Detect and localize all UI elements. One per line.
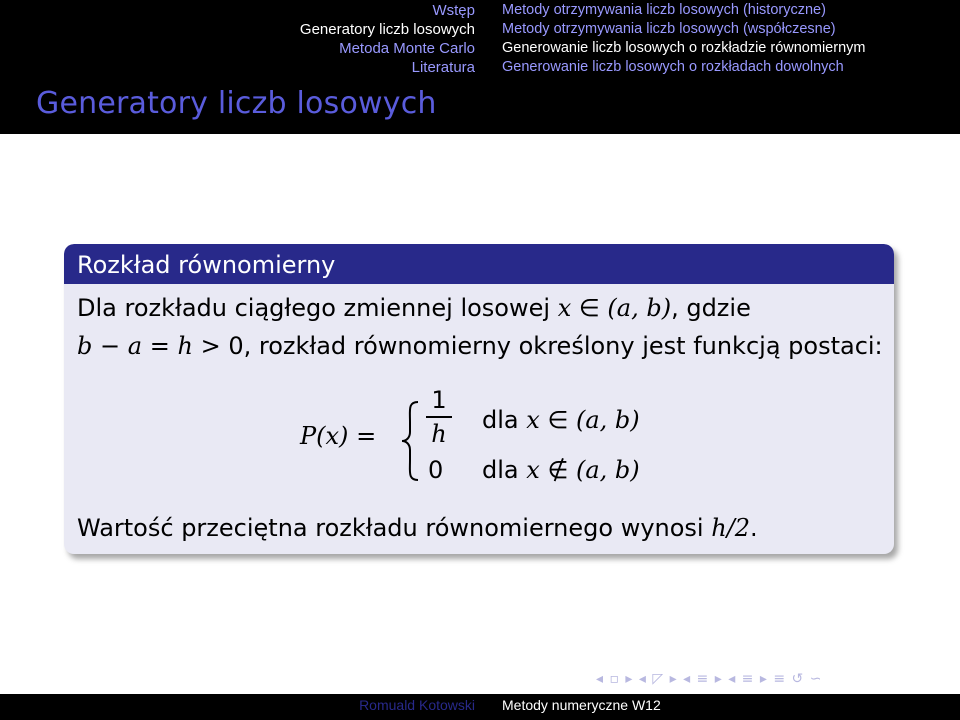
mean-end: . (750, 514, 758, 542)
mean-math: h/2 (711, 514, 751, 542)
line1-var: x (557, 294, 572, 322)
fraction-numerator: 1 (431, 386, 447, 414)
case1-rel: ∈ (547, 406, 569, 434)
piecewise-formula (298, 386, 718, 486)
fraction-denominator: h (431, 420, 447, 448)
line2-eq: = (149, 332, 170, 360)
line1-text: Dla rozkładu ciągłego zmiennej losowej (77, 294, 551, 322)
line1-in: ∈ (578, 294, 600, 322)
case-2-condition (482, 456, 640, 484)
nav-section-monte-carlo[interactable]: Metoda Monte Carlo (339, 40, 475, 57)
nav-section-generatory[interactable]: Generatory liczb losowych (299, 21, 475, 38)
case1-x: x (526, 406, 540, 434)
nav-subsection-rownomierny[interactable]: Generowanie liczb losowych o rozkładzie równomiernym (502, 40, 866, 56)
nav-subsection-dowolne[interactable]: Generowanie liczb losowych o rozkładach dowolnych (502, 59, 844, 75)
case1-dla: dla (482, 406, 519, 434)
formula-lhs (300, 422, 376, 450)
line2-b: b (77, 332, 93, 360)
left-brace-icon (400, 400, 422, 482)
nav-subsection-historyczne[interactable]: Metody otrzymywania liczb losowych (historyczne) (502, 2, 826, 18)
footer-title: Metody numeryczne W12 (502, 697, 661, 713)
footer-author: Romuald Kotowski (359, 697, 475, 713)
case2-rel: ∉ (547, 456, 569, 484)
subsection-navigation (502, 0, 960, 80)
line2-h: h (177, 332, 193, 360)
nav-subsection-wspolczesne[interactable]: Metody otrzymywania liczb losowych (współczesne) (502, 21, 836, 37)
formula-x: (x) (316, 422, 349, 450)
frame-title: Generatory liczb losowych (36, 86, 437, 121)
section-navigation (0, 0, 475, 80)
line2-minus: − (100, 332, 121, 360)
block-title: Rozkład równomierny (77, 251, 336, 279)
block-text-mean (77, 514, 758, 542)
case1-int: (a, b) (575, 406, 640, 434)
fraction-bar (426, 416, 452, 418)
nav-section-literatura[interactable]: Literatura (411, 59, 475, 76)
line1-end: , gdzie (671, 294, 751, 322)
formula-eq: = (356, 422, 377, 450)
fraction-one-over-h (426, 386, 452, 448)
block-text-line-2 (77, 332, 883, 360)
definition-block (64, 244, 894, 554)
line2-zero: 0 (228, 332, 244, 360)
case-1-condition (482, 406, 640, 434)
line2-gt: > (200, 332, 221, 360)
case-zero-value: 0 (428, 456, 444, 484)
case2-dla: dla (482, 456, 519, 484)
line1-interval: (a, b) (607, 294, 672, 322)
line2-a: a (127, 332, 143, 360)
nav-section-wstep[interactable]: Wstęp (432, 2, 475, 19)
line2-rest: , rozkład równomierny określony jest funkcją postaci: (243, 332, 883, 360)
block-text-line-1 (77, 294, 751, 322)
case2-x: x (526, 456, 540, 484)
mean-text: Wartość przeciętna rozkładu równomiernego wynosi (77, 514, 704, 542)
case2-int: (a, b) (575, 456, 640, 484)
formula-P: P (300, 422, 317, 450)
beamer-navigation-symbols[interactable]: ◂ ▫ ▸ ◂ ◸ ▸ ◂ ≡ ▸ ◂ ≡ ▸ ≡ ↺ ∽ (596, 671, 823, 687)
